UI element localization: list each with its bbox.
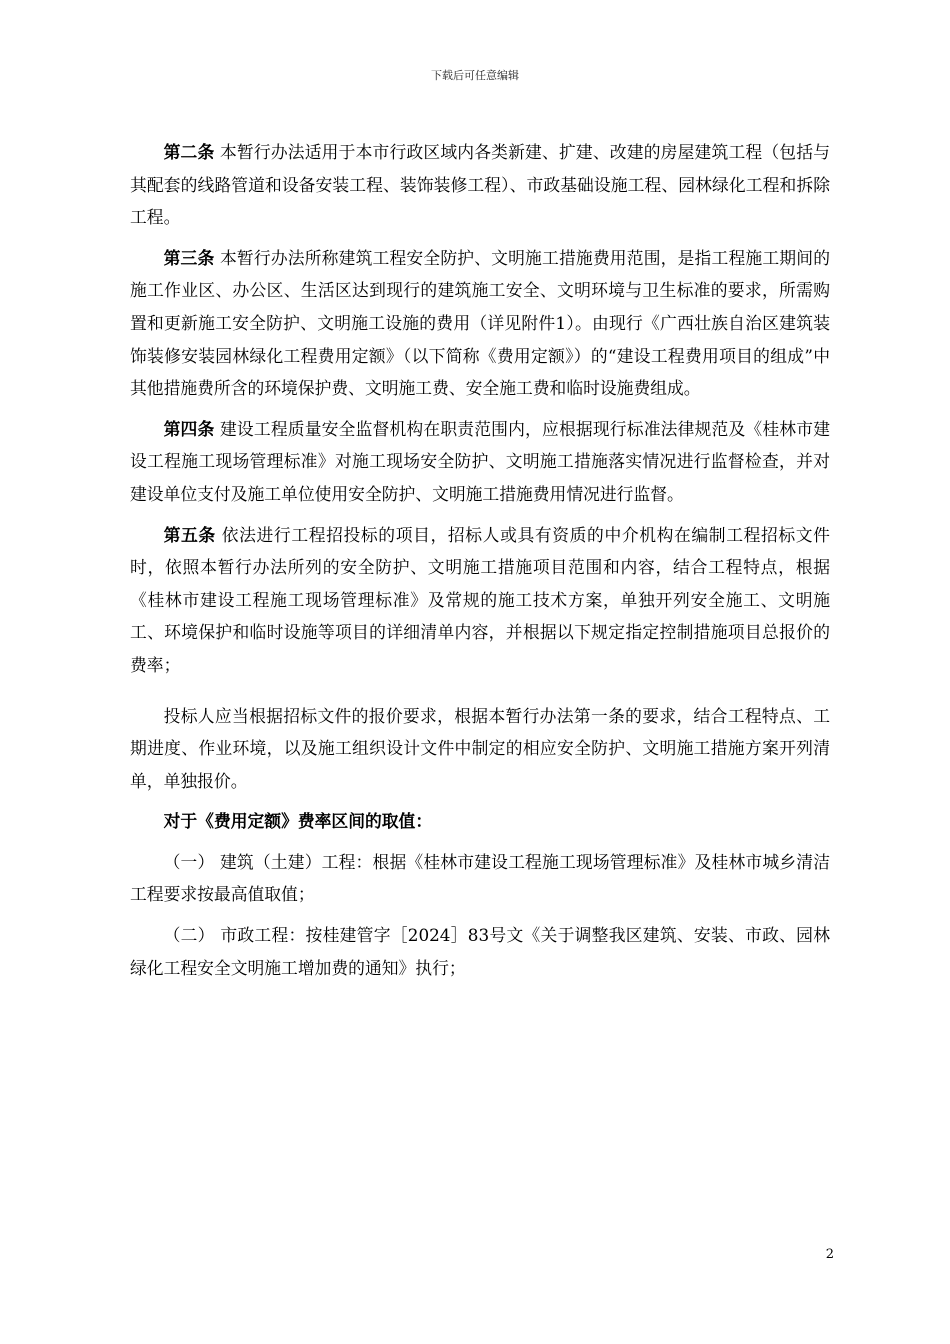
bidder-paragraph: 投标人应当根据招标文件的报价要求，根据本暂行办法第一条的要求，结合工程特点、工期进度、作业环境，以及施工组织设计文件中制定的相应安全防护、文明施工措施方案开列清单，单独报价。 — [130, 705, 830, 791]
article-2 — [130, 136, 830, 234]
article-3 — [130, 242, 830, 405]
rate-section-heading: 对于《费用定额》费率区间的取值： — [163, 811, 433, 832]
article-2-text: 本暂行办法适用于本市行政区域内各类新建、扩建、改建的房屋建筑工程（包括与其配套的线路管道和设备安装工程、装饰装修工程）、市政基础设施工程、园林绿化工程和拆除工程。 — [130, 142, 830, 228]
page-header: 下载后可任意编辑 — [431, 69, 519, 82]
page-number: 2 — [825, 1247, 834, 1262]
article-5-lead: 第五条 — [163, 524, 216, 545]
item-2-municipal: （二） 市政工程：按桂建管字［2024］83号文《关于调整我区建筑、安装、市政、园林绿化工程安全文明施工增加费的通知》执行； — [130, 925, 830, 978]
article-5-text: 依法进行工程招投标的项目，招标人或具有资质的中介机构在编制工程招标文件时，依照本暂行办法所列的安全防护、文明施工措施项目范围和内容，结合工程特点，根据《桂林市建设工程施工现场管理标准》及常规的施工技术方案，单独开列安全施工、文明施工、环境保护和临时设施等项目的详细清单内容，并根据以下规定指定控制措施项目总报价的费率； — [130, 524, 830, 675]
document-body — [130, 136, 830, 992]
article-5 — [130, 519, 830, 682]
item-1-construction: （一） 建筑（土建）工程：根据《桂林市建设工程施工现场管理标准》及桂林市城乡清洁工程要求按最高值取值； — [130, 851, 830, 905]
article-4-text: 建设工程质量安全监督机构在职责范围内，应根据现行标准法律规范及《桂林市建设工程施工现场管理标准》对施工现场安全防护、文明施工措施落实情况进行监督检查，并对建设单位支付及施工单位使用安全防护、文明施工措施费用情况进行监督。 — [130, 418, 830, 504]
article-3-text: 本暂行办法所称建筑工程安全防护、文明施工措施费用范围，是指工程施工期间的施工作业区、办公区、生活区达到现行的建筑施工安全、文明环境与卫生标准的要求，所需购置和更新施工安全防护、文明施工设施的费用（详见附件1）。由现行《广西壮族自治区建筑装饰装修安装园林绿化工程费用定额》（以下简称《费用定额》）的“建设工程费用项目的组成”中其他措施费所含的环境保护费、文明施工费、安全施工费和临时设施费组成。 — [130, 247, 830, 399]
article-3-lead: 第三条 — [163, 247, 215, 268]
article-4-lead: 第四条 — [163, 418, 215, 439]
article-4 — [130, 413, 830, 511]
article-2-lead: 第二条 — [163, 142, 215, 162]
